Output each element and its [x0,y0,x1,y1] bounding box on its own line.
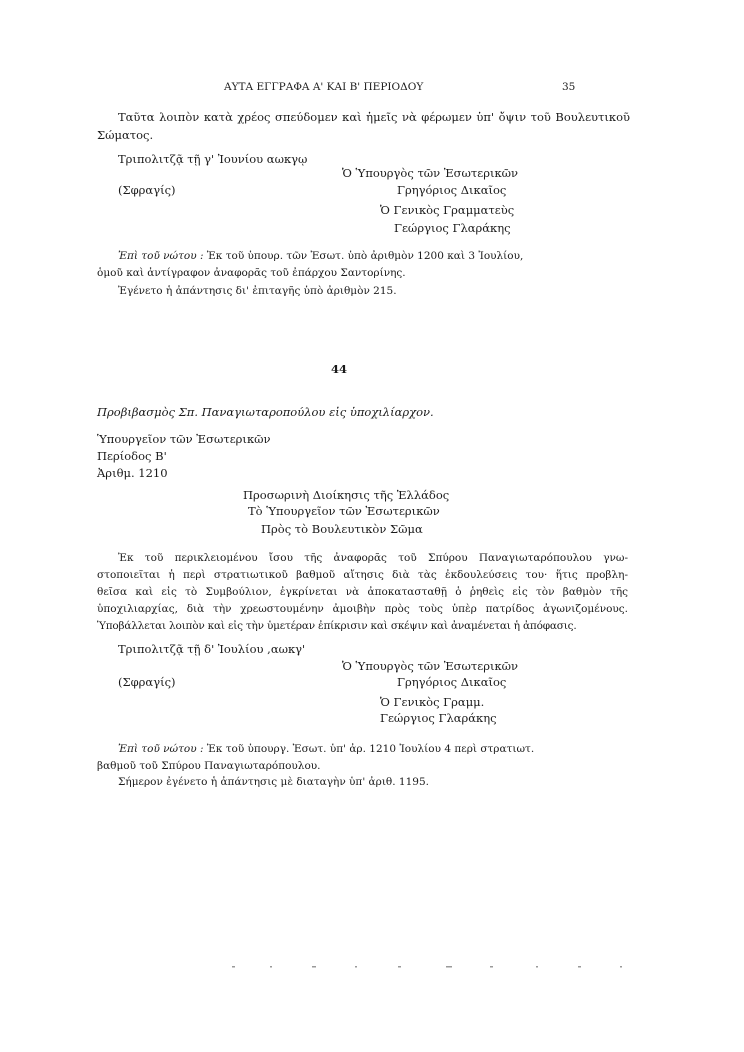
page-number: 35 [562,81,576,93]
doc44-body-line-2: στοποιεῖται ἡ περὶ στρατιωτικοῦ βαθμοῦ αἴτησις διὰ τὰς ἐκδουλεύσεις του· ἥτις προβλη- [97,569,628,581]
doc44-sender-line-3: Ἀριθμ. 1210 [97,466,168,480]
doc43-verso-line-3: Ἐγένετο ἡ ἀπάντησις δι' ἐπιταγῆς ὑπὸ ἀριθμὸν 215. [118,285,397,297]
doc44-verso-text: Ἐκ τοῦ ὑπουργ. Ἐσωτ. ὑπ' ἀρ. 1210 Ἰουλίου 4 περὶ στρατιωτ. [206,743,535,755]
doc43-date: Τριπολιτζᾷ τῇ γ' Ἰουνίου αωκγῳ [118,152,308,166]
doc44-title: Προβιβασμὸς Σπ. Παναγιωταροπούλου εἰς ὑποχιλίαρχον. [97,405,434,419]
doc44-number: 44 [331,362,348,376]
doc44-signature-2-title: Ὁ Γενικὸς Γραμμ. [380,695,485,709]
doc43-seal: (Σφραγίς) [118,183,176,197]
doc43-signature-1-name: Γρηγόριος Δικαῖος [397,183,507,197]
doc43-body-line-2: Σώματος. [97,128,154,142]
doc44-verso-line-3: Σήμερον ἐγένετο ἡ ἀπάντησις μὲ διαταγὴν ὑπ' ἀριθ. 1195. [118,776,429,788]
doc43-signature-2-name: Γεώργιος Γλαράκης [394,221,511,235]
scan-noise-group [232,966,622,968]
running-title: ΑΥΤΑ ΕΓΓΡΑΦΑ Α' ΚΑΙ Β' ΠΕΡΙΟΔΟΥ [224,81,424,93]
doc44-signature-1-title: Ὁ Ὑπουργὸς τῶν Ἐσωτερικῶν [342,659,519,673]
doc44-body-line-3: θεῖσα καὶ εἰς τὸ Συμβούλιον, ἐγκρίνεται νὰ ἀποκατασταθῇ ὁ ῥηθεὶς εἰς τὸν βαθμὸν τῆς [97,586,628,598]
doc44-signature-2-name: Γεώργιος Γλαράκης [380,711,497,725]
doc43-verso-label: Ἐπὶ τοῦ νώτου : [118,250,204,262]
doc44-heading-line-2: Τὸ Ὑπουργεῖον τῶν Ἐσωτερικῶν [248,504,440,518]
doc44-sender-line-2: Περίοδος Β' [97,449,167,463]
doc44-heading-line-3: Πρὸς τὸ Βουλευτικὸν Σῶμα [261,522,423,536]
doc44-sender-line-1: Ὑπουργεῖον τῶν Ἐσωτερικῶν [97,432,271,446]
doc43-signature-2-title: Ὁ Γενικὸς Γραμματεὺς [380,203,515,217]
doc43-body-line-1: Ταῦτα λοιπὸν κατὰ χρέος σπεύδομεν καὶ ἡμεῖς νὰ φέρωμεν ὑπ' ὄψιν τοῦ Βουλευτικοῦ [118,110,630,124]
doc44-verso-label: Ἐπὶ τοῦ νώτου : [118,743,204,755]
doc44-heading-line-1: Προσωρινὴ Διοίκησις τῆς Ἑλλάδος [243,488,450,502]
doc44-date: Τριπολιτζᾷ τῇ δ' Ἰουλίου ,αωκγ' [118,642,306,656]
doc44-body-line-4: ὑποχιλιαρχίας, διὰ τὴν χρεωστουμένην ἀμοιβὴν πρὸς τοὺς ὑπὲρ πατρίδος ἀγωνιζομένους. [97,603,628,615]
doc44-body-line-1: Ἐκ τοῦ περικλειομένου ἴσου τῆς ἀναφορᾶς τοῦ Σπύρου Παναγιωταρόπουλου γνω- [118,552,628,564]
doc44-seal: (Σφραγίς) [118,675,176,689]
doc43-verso-line-2: ὁμοῦ καὶ ἀντίγραφον ἀναφορᾶς τοῦ ἐπάρχου Σαντορίνης. [97,267,406,279]
doc43-verso-text: Ἐκ τοῦ ὑπουρ. τῶν Ἐσωτ. ὑπὸ ἀριθμὸν 1200 καὶ 3 Ἰουλίου, [206,250,524,262]
doc43-signature-1-title: Ὁ Ὑπουργὸς τῶν Ἐσωτερικῶν [342,166,519,180]
doc44-body-line-5: Ὑποβάλλεται λοιπὸν καὶ εἰς τὴν ὑμετέραν ἐπίκρισιν καὶ σκέψιν καὶ ἀναμένεται ἡ ἀπόφασις. [97,620,577,632]
doc44-verso-line-2: βαθμοῦ τοῦ Σπύρου Παναγιωταρόπουλου. [97,760,321,772]
doc44-signature-1-name: Γρηγόριος Δικαῖος [397,675,507,689]
